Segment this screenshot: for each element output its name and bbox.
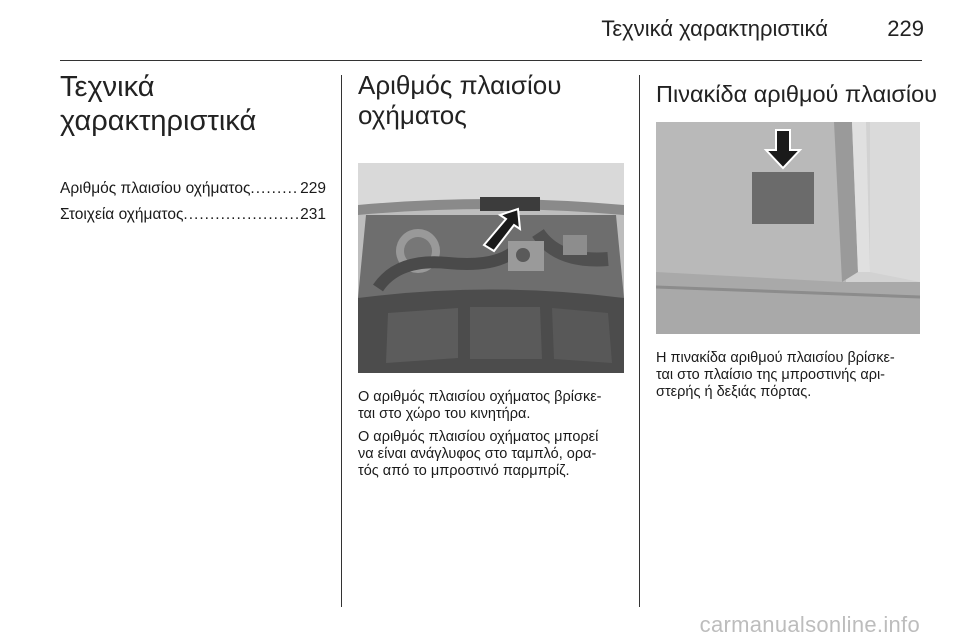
body-paragraph xyxy=(358,429,624,480)
plate-section xyxy=(656,70,937,407)
toc-entry-label: Στοιχεία οχήματος xyxy=(60,206,184,223)
toc-leader-dots xyxy=(183,202,298,228)
chapter-title-line: Τεχνικά xyxy=(60,71,155,103)
chapter-toc xyxy=(60,176,326,228)
vin-section xyxy=(358,70,624,486)
toc-entry-label: Αριθμός πλαισίου οχήματος xyxy=(60,180,251,197)
chapter-column xyxy=(60,70,326,228)
text-line: τός από το μπροστινό παρμπρίζ. xyxy=(358,463,570,479)
column-divider xyxy=(639,75,640,607)
section-title-line: Αριθμός πλαισίου xyxy=(358,70,562,100)
running-title: Τεχνικά χαρακτηριστικά xyxy=(601,16,828,41)
toc-entry-page: 231 xyxy=(300,206,326,223)
chapter-title-line: χαρακτηριστικά xyxy=(60,105,257,137)
vin-section-body xyxy=(358,389,624,480)
toc-entry-page: 229 xyxy=(300,180,326,197)
body-paragraph xyxy=(656,350,922,401)
text-line: ται στο χώρο του κινητήρα. xyxy=(358,406,531,422)
header-rule xyxy=(60,60,922,61)
chapter-title xyxy=(60,70,326,138)
vin-section-title xyxy=(358,70,624,130)
running-header xyxy=(0,16,924,46)
text-line: Ο αριθμός πλαισίου οχήματος μπορεί xyxy=(358,429,599,445)
body-paragraph xyxy=(358,389,624,423)
text-line: Η πινακίδα αριθμού πλαισίου βρίσκε- xyxy=(656,350,895,366)
column-divider xyxy=(341,75,342,607)
watermark: carmanualsonline.info xyxy=(699,612,920,637)
page-number: 229 xyxy=(887,16,924,41)
vin-plate xyxy=(752,172,814,224)
plate-section-body xyxy=(656,350,922,401)
toc-entry[interactable] xyxy=(60,176,326,202)
text-line: ται στο πλαίσιο της μπροστινής αρι- xyxy=(656,367,886,383)
toc-entry[interactable] xyxy=(60,202,326,228)
door-pillar-photo xyxy=(656,122,920,334)
toc-leader-dots xyxy=(250,176,298,202)
text-line: Ο αριθμός πλαισίου οχήματος βρίσκε- xyxy=(358,389,602,405)
plate-section-title: Πινακίδα αριθμού πλαισίου xyxy=(656,81,937,107)
engine-bay-photo xyxy=(358,163,624,373)
text-line: να είναι ανάγλυφος στο ταμπλό, ορα- xyxy=(358,446,597,462)
text-line: στερής ή δεξιάς πόρτας. xyxy=(656,384,812,400)
section-title-line: οχήματος xyxy=(358,100,467,130)
